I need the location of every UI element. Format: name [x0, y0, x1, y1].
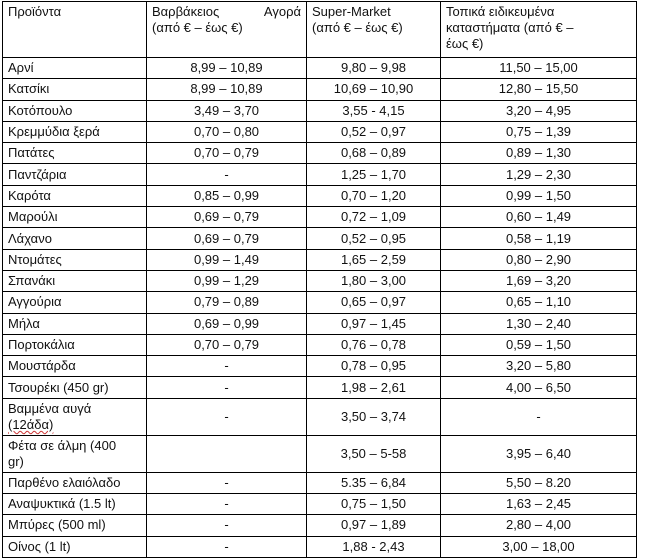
product-cell: Παρθένο ελαιόλαδο [3, 472, 147, 493]
supermarket-price: 0,70 – 1,20 [307, 185, 441, 206]
local-price: 1,63 – 2,45 [441, 494, 637, 515]
supermarket-price: 0,52 – 0,95 [307, 228, 441, 249]
product-cell: Οίνος (1 lt) [3, 536, 147, 557]
local-price: 5,50 – 8.20 [441, 472, 637, 493]
product-cell: Πορτοκάλια [3, 334, 147, 355]
local-price: 1,30 – 2,40 [441, 313, 637, 334]
price-table [2, 1, 637, 558]
varvakeios-price: 0,70 – 0,79 [147, 143, 307, 164]
supermarket-price: 1,25 – 1,70 [307, 164, 441, 185]
varvakeios-price: 0,69 – 0,79 [147, 228, 307, 249]
local-price: 12,80 – 15,50 [441, 79, 637, 100]
varvakeios-price: 0,79 – 0,89 [147, 292, 307, 313]
supermarket-price: 3,50 – 5-58 [307, 435, 441, 472]
header-local-shops: Τοπικά ειδικευμένα καταστήματα (από € – έως €) [441, 2, 637, 58]
product-cell: Αγγούρια [3, 292, 147, 313]
varvakeios-price: 0,69 – 0,99 [147, 313, 307, 334]
supermarket-price: 0,78 – 0,95 [307, 356, 441, 377]
table-row [3, 207, 637, 228]
supermarket-price: 0,97 – 1,89 [307, 515, 441, 536]
supermarket-price: 1,65 – 2,59 [307, 249, 441, 270]
local-price: 3,00 – 18,00 [441, 536, 637, 557]
varvakeios-price: - [147, 494, 307, 515]
local-price: 0,59 – 1,50 [441, 334, 637, 355]
table-row [3, 377, 637, 398]
product-cell: Μπύρες (500 ml) [3, 515, 147, 536]
product-cell: Τσουρέκι (450 gr) [3, 377, 147, 398]
varvakeios-price: - [147, 398, 307, 435]
header-supermarket: Super-Market (από € – έως €) [307, 2, 441, 58]
table-row [3, 143, 637, 164]
product-cell: Κατσίκι [3, 79, 147, 100]
product-cell: Κρεμμύδια ξερά [3, 121, 147, 142]
table-row [3, 536, 637, 557]
local-price: 0,80 – 2,90 [441, 249, 637, 270]
supermarket-price: 0,72 – 1,09 [307, 207, 441, 228]
varvakeios-price: - [147, 515, 307, 536]
varvakeios-price: 0,85 – 0,99 [147, 185, 307, 206]
table-row [3, 164, 637, 185]
product-cell: Καρότα [3, 185, 147, 206]
varvakeios-price: 0,70 – 0,79 [147, 334, 307, 355]
table-row [3, 270, 637, 291]
local-price: - [441, 398, 637, 435]
local-price: 0,75 – 1,39 [441, 121, 637, 142]
supermarket-price: 0,75 – 1,50 [307, 494, 441, 515]
local-price: 3,20 – 4,95 [441, 100, 637, 121]
varvakeios-price: - [147, 536, 307, 557]
local-price: 2,80 – 4,00 [441, 515, 637, 536]
table-row [3, 494, 637, 515]
table-row [3, 100, 637, 121]
header-products: Προϊόντα [3, 2, 147, 58]
product-cell: Μήλα [3, 313, 147, 334]
supermarket-price: 9,80 – 9,98 [307, 58, 441, 79]
supermarket-price: 5.35 – 6,84 [307, 472, 441, 493]
table-row [3, 334, 637, 355]
varvakeios-price: - [147, 356, 307, 377]
local-price: 1,29 – 2,30 [441, 164, 637, 185]
product-cell: Σπανάκι [3, 270, 147, 291]
product-cell: Κοτόπουλο [3, 100, 147, 121]
product-cell: Βαμμένα αυγά (12άδα) [3, 398, 147, 435]
table-row [3, 249, 637, 270]
supermarket-price: 1,88 - 2,43 [307, 536, 441, 557]
supermarket-price: 1,98 – 2,61 [307, 377, 441, 398]
varvakeios-price: 8,99 – 10,89 [147, 79, 307, 100]
table-row [3, 515, 637, 536]
table-row [3, 472, 637, 493]
table-row [3, 185, 637, 206]
product-cell: Φέτα σε άλμη (400 gr) [3, 435, 147, 472]
supermarket-price: 0,65 – 0,97 [307, 292, 441, 313]
supermarket-price: 10,69 – 10,90 [307, 79, 441, 100]
local-price: 0,99 – 1,50 [441, 185, 637, 206]
header-varvakeios: Βαρβάκειος Αγορά (από € – έως €) [147, 2, 307, 58]
varvakeios-price: - [147, 164, 307, 185]
product-cell: Πατάτες [3, 143, 147, 164]
product-cell: Παντζάρια [3, 164, 147, 185]
header-row [3, 2, 637, 58]
varvakeios-price: 0,99 – 1,29 [147, 270, 307, 291]
table-row [3, 121, 637, 142]
product-cell: Μουστάρδα [3, 356, 147, 377]
local-price: 0,89 – 1,30 [441, 143, 637, 164]
supermarket-price: 0,52 – 0,97 [307, 121, 441, 142]
varvakeios-price: 0,70 – 0,80 [147, 121, 307, 142]
local-price: 4,00 – 6,50 [441, 377, 637, 398]
table-row [3, 58, 637, 79]
varvakeios-price: - [147, 377, 307, 398]
table-row [3, 435, 637, 472]
product-cell: Ντομάτες [3, 249, 147, 270]
local-price: 3,95 – 6,40 [441, 435, 637, 472]
product-cell: Μαρούλι [3, 207, 147, 228]
table-row [3, 292, 637, 313]
supermarket-price: 0,97 – 1,45 [307, 313, 441, 334]
table-row [3, 398, 637, 435]
local-price: 3,20 – 5,80 [441, 356, 637, 377]
local-price: 0,65 – 1,10 [441, 292, 637, 313]
supermarket-price: 3,55 - 4,15 [307, 100, 441, 121]
local-price: 0,58 – 1,19 [441, 228, 637, 249]
varvakeios-price: - [147, 472, 307, 493]
local-price: 1,69 – 3,20 [441, 270, 637, 291]
varvakeios-price: 0,69 – 0,79 [147, 207, 307, 228]
varvakeios-price: 8,99 – 10,89 [147, 58, 307, 79]
product-cell: Αναψυκτικά (1.5 lt) [3, 494, 147, 515]
table-row [3, 313, 637, 334]
supermarket-price: 0,68 – 0,89 [307, 143, 441, 164]
supermarket-price: 0,76 – 0,78 [307, 334, 441, 355]
supermarket-price: 3,50 – 3,74 [307, 398, 441, 435]
varvakeios-price [147, 435, 307, 472]
local-price: 0,60 – 1,49 [441, 207, 637, 228]
product-cell: Αρνί [3, 58, 147, 79]
table-row [3, 228, 637, 249]
local-price: 11,50 – 15,00 [441, 58, 637, 79]
varvakeios-price: 0,99 – 1,49 [147, 249, 307, 270]
supermarket-price: 1,80 – 3,00 [307, 270, 441, 291]
product-cell: Λάχανο [3, 228, 147, 249]
varvakeios-price: 3,49 – 3,70 [147, 100, 307, 121]
table-row [3, 79, 637, 100]
table-row [3, 356, 637, 377]
